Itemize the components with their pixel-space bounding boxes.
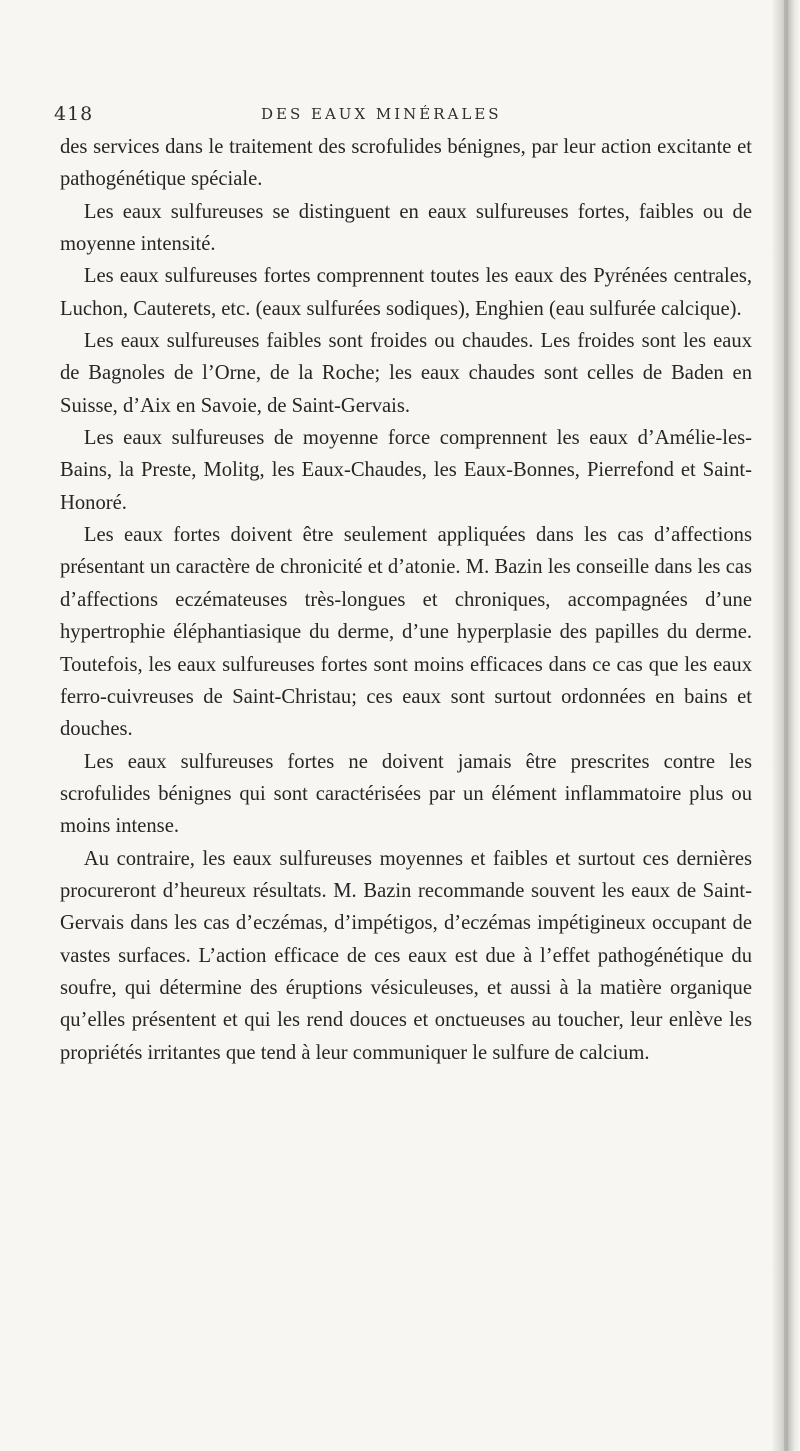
- paragraph: Les eaux fortes doivent être seulement appliquées dans les cas d’affections présentant un caractère de chronicité et d’atonie. M. Bazin les conseille dans les cas d’affections eczémateuses très-longues et chroniques, accompagnées d’une hypertrophie éléphantiasique du derme, d’une hyperplasie des papilles du derme. Toutefois, les eaux sulfureuses fortes sont moins efficaces dans ce cas que les eaux ferro-cuivreuses de Saint-Christau; ces eaux sont surtout ordonnées en bains et douches.: [60, 524, 752, 741]
- page-edge-shadow: [772, 0, 800, 1451]
- paragraph: Les eaux sulfureuses faibles sont froides ou chaudes. Les froides sont les eaux de Bagnoles de l’Orne, de la Roche; les eaux chaudes sont celles de Baden en Suisse, d’Aix en Savoie, de Saint-Gervais.: [60, 330, 752, 417]
- page-header: [54, 103, 754, 131]
- paragraph: Les eaux sulfureuses de moyenne force comprennent les eaux d’Amélie-les-Bains, la Preste, Molitg, les Eaux-Chaudes, les Eaux-Bonnes, Pierrefond et Saint-Honoré.: [60, 427, 752, 514]
- binding-line: [784, 0, 788, 1451]
- paragraph: des services dans le traitement des scrofulides bénignes, par leur action excitante et pathogénétique spéciale.: [60, 136, 752, 191]
- paragraph: Les eaux sulfureuses fortes ne doivent jamais être prescrites contre les scrofulides bénignes qui sont caractérisées par un élément inflammatoire plus ou moins intense.: [60, 750, 752, 838]
- page-number: 418: [54, 103, 94, 125]
- paragraph: Les eaux sulfureuses fortes comprennent toutes les eaux des Pyrénées centrales, Luchon, Cauterets, etc. (eaux sulfurées sodiques), Enghien (eau sulfurée calcique).: [60, 265, 752, 320]
- paragraph: Les eaux sulfureuses se distinguent en eaux sulfureuses fortes, faibles ou de moyenne intensité.: [60, 200, 752, 256]
- body-text: [60, 131, 752, 1069]
- running-title: DES EAUX MINÉRALES: [261, 105, 502, 123]
- paragraph: Au contraire, les eaux sulfureuses moyennes et faibles et surtout ces dernières procureront d’heureux résultats. M. Bazin recommande souvent les eaux de Saint-Gervais dans les cas d’eczémas, d’impétigos, d’eczémas impétigineux occupant de vastes surfaces. L’action efficace de ces eaux est due à l’effet pathogénétique du soufre, qui détermine des éruptions vésiculeuses, et aussi à la matière organique qu’elles présentent et qui les rend douces et onctueuses au toucher, leur enlève les propriétés irritantes que tend à leur communiquer le sulfure de calcium.: [60, 847, 752, 1064]
